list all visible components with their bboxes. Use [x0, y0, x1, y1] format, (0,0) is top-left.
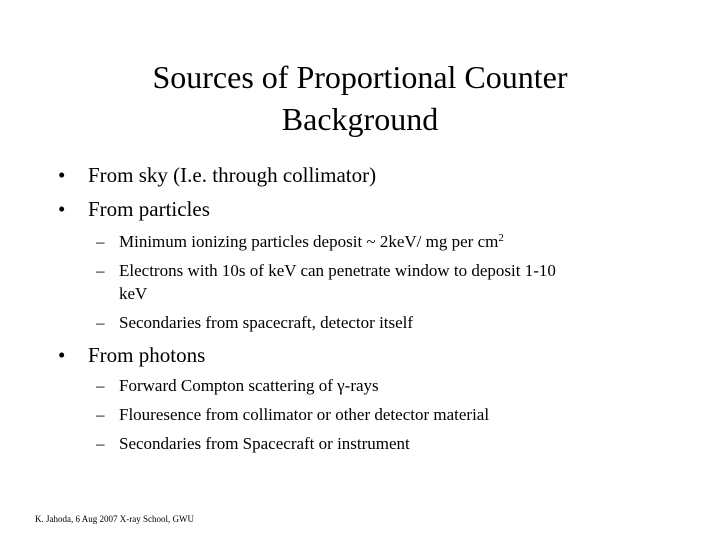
sub-bullet-text-continuation: keV — [119, 284, 148, 303]
sub-bullet-marker: – — [96, 376, 105, 395]
superscript: 2 — [498, 232, 504, 244]
sub-bullet-text: Electrons with 10s of keV can penetrate window to deposit 1-10 — [119, 261, 556, 280]
sub-bullet-text-after: -rays — [344, 376, 379, 395]
sub-bullet-text-main: Minimum ionizing particles deposit ~ 2keV/ mg per cm — [119, 232, 499, 251]
sub-bullet-marker: – — [96, 434, 105, 453]
bullet-text: From photons — [88, 343, 206, 367]
bullet-marker: • — [58, 163, 66, 187]
slide-title — [60, 56, 660, 140]
sub-bullet-marker: – — [96, 313, 105, 332]
sub-bullet-marker: – — [96, 261, 105, 280]
slide-title-line-2: Background — [281, 101, 439, 137]
bullet-text: From sky (I.e. through collimator) — [88, 163, 377, 187]
gamma-symbol: γ — [337, 376, 345, 395]
sub-bullet-marker: – — [96, 405, 105, 424]
sub-bullet-text: Flouresence from collimator or other detector material — [119, 405, 490, 424]
sub-bullet-text — [119, 231, 504, 253]
footer-credit: K. Jahoda, 6 Aug 2007 X-ray School, GWU — [35, 514, 194, 524]
bullet-marker: • — [58, 343, 66, 367]
bullet-marker: • — [58, 197, 66, 221]
sub-bullet-text: Secondaries from spacecraft, detector itself — [119, 313, 414, 332]
slide-title-line-1: Sources of Proportional Counter — [152, 59, 568, 95]
sub-bullet-text-before: Forward Compton scattering of — [119, 376, 338, 395]
sub-bullet-marker: – — [96, 232, 105, 251]
sub-bullet-text: Secondaries from Spacecraft or instrument — [119, 434, 410, 453]
sub-bullet-text — [119, 375, 379, 397]
bullet-text: From particles — [88, 197, 210, 221]
